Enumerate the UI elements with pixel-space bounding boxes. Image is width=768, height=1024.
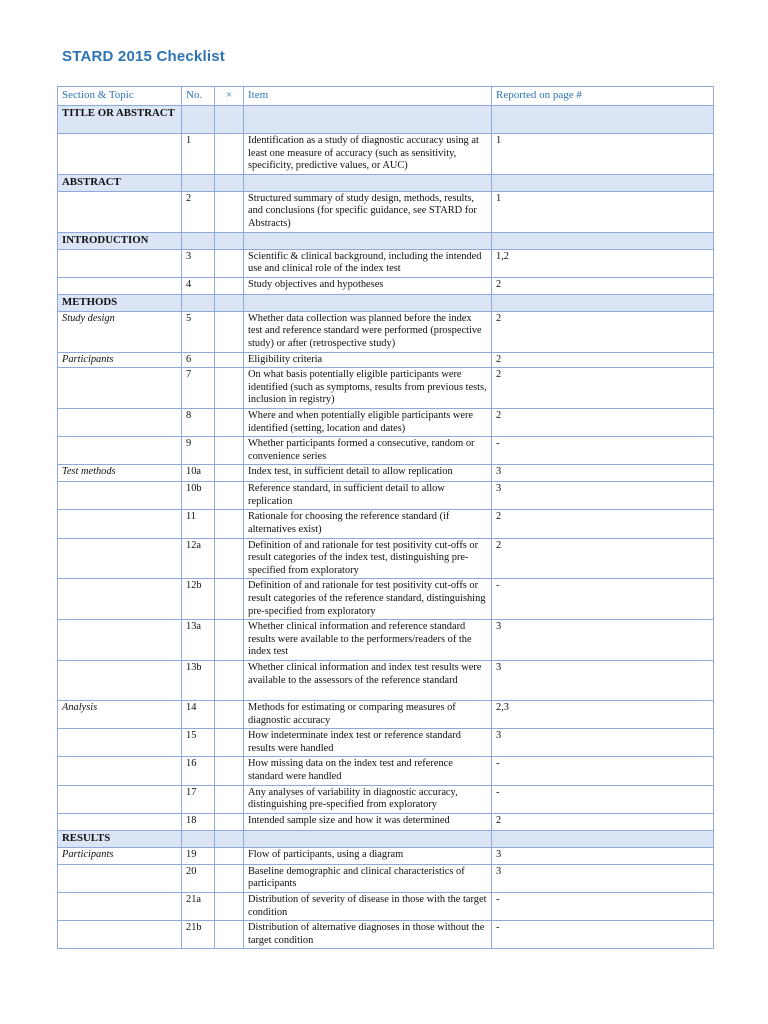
section-check-cell	[215, 106, 244, 134]
item-number: 15	[182, 729, 215, 757]
header-item: Item	[244, 87, 492, 106]
reported-page: 3	[492, 482, 714, 510]
table-row	[58, 408, 714, 436]
item-number: 21b	[182, 921, 215, 949]
table-row	[58, 191, 714, 232]
topic-cell	[58, 538, 182, 579]
topic-cell	[58, 368, 182, 409]
reported-page: 3	[492, 620, 714, 661]
topic-cell	[58, 813, 182, 830]
table-row	[58, 620, 714, 661]
reported-page: -	[492, 757, 714, 785]
table-row	[58, 864, 714, 892]
check-cell	[215, 277, 244, 294]
document-title: STARD 2015 Checklist	[62, 48, 225, 65]
section-number-cell	[182, 232, 215, 249]
table-header-row	[58, 87, 714, 106]
topic-cell	[58, 579, 182, 620]
table-row	[58, 785, 714, 813]
item-number: 6	[182, 352, 215, 368]
stard-checklist-table	[57, 86, 714, 949]
check-cell	[215, 785, 244, 813]
reported-page: 3	[492, 729, 714, 757]
reported-page: 2	[492, 510, 714, 538]
check-cell	[215, 757, 244, 785]
item-description: Scientific & clinical background, including the intended use and clinical role of the index test	[244, 249, 492, 277]
table-row	[58, 368, 714, 409]
item-description: Intended sample size and how it was determined	[244, 813, 492, 830]
item-description: On what basis potentially eligible participants were identified (such as symptoms, results from previous tests, inclusion in registry)	[244, 368, 492, 409]
reported-page: 2	[492, 352, 714, 368]
check-cell	[215, 437, 244, 465]
section-item-cell	[244, 106, 492, 134]
table-row	[58, 352, 714, 368]
check-cell	[215, 408, 244, 436]
section-check-cell	[215, 294, 244, 311]
section-row	[58, 106, 714, 134]
reported-page: 2,3	[492, 701, 714, 729]
topic-cell	[58, 921, 182, 949]
section-row	[58, 294, 714, 311]
item-number: 13b	[182, 661, 215, 701]
table-row	[58, 538, 714, 579]
reported-page: 3	[492, 847, 714, 864]
item-description: Index test, in sufficient detail to allow replication	[244, 465, 492, 482]
topic-cell	[58, 661, 182, 701]
check-cell	[215, 482, 244, 510]
section-item-cell	[244, 830, 492, 847]
check-cell	[215, 813, 244, 830]
topic-cell	[58, 864, 182, 892]
section-number-cell	[182, 174, 215, 191]
item-description: Whether clinical information and index test results were available to the assessors of the reference standard	[244, 661, 492, 701]
table-row	[58, 847, 714, 864]
check-cell	[215, 661, 244, 701]
reported-page: 2	[492, 311, 714, 352]
section-label: RESULTS	[58, 830, 182, 847]
item-description: Eligibility criteria	[244, 352, 492, 368]
topic-cell	[58, 408, 182, 436]
topic-cell	[58, 620, 182, 661]
table-row	[58, 701, 714, 729]
section-number-cell	[182, 830, 215, 847]
reported-page: -	[492, 437, 714, 465]
topic-cell: Participants	[58, 352, 182, 368]
topic-cell	[58, 757, 182, 785]
topic-cell	[58, 510, 182, 538]
item-description: Distribution of severity of disease in those with the target condition	[244, 892, 492, 920]
item-description: Whether clinical information and reference standard results were available to the performers/readers of the index test	[244, 620, 492, 661]
section-item-cell	[244, 294, 492, 311]
topic-cell	[58, 277, 182, 294]
reported-page: 3	[492, 864, 714, 892]
table-row	[58, 661, 714, 701]
topic-cell	[58, 191, 182, 232]
check-cell	[215, 249, 244, 277]
section-check-cell	[215, 174, 244, 191]
section-item-cell	[244, 174, 492, 191]
item-number: 12a	[182, 538, 215, 579]
item-description: Whether participants formed a consecutive, random or convenience series	[244, 437, 492, 465]
section-row	[58, 174, 714, 191]
check-cell	[215, 620, 244, 661]
section-page-cell	[492, 294, 714, 311]
item-description: Whether data collection was planned before the index test and reference standard were performed (prospective study) or after (retrospective study)	[244, 311, 492, 352]
item-number: 16	[182, 757, 215, 785]
section-label: METHODS	[58, 294, 182, 311]
reported-page: 2	[492, 408, 714, 436]
item-description: How missing data on the index test and reference standard were handled	[244, 757, 492, 785]
header-reported-page: Reported on page #	[492, 87, 714, 106]
table-row	[58, 249, 714, 277]
item-number: 4	[182, 277, 215, 294]
item-number: 10b	[182, 482, 215, 510]
table-row	[58, 813, 714, 830]
section-label: ABSTRACT	[58, 174, 182, 191]
reported-page: 1	[492, 134, 714, 175]
check-cell	[215, 510, 244, 538]
item-description: Methods for estimating or comparing measures of diagnostic accuracy	[244, 701, 492, 729]
section-page-cell	[492, 174, 714, 191]
section-label: TITLE OR ABSTRACT	[58, 106, 182, 134]
section-page-cell	[492, 232, 714, 249]
item-number: 13a	[182, 620, 215, 661]
section-check-cell	[215, 830, 244, 847]
check-cell	[215, 892, 244, 920]
item-description: Flow of participants, using a diagram	[244, 847, 492, 864]
item-number: 3	[182, 249, 215, 277]
item-number: 12b	[182, 579, 215, 620]
table-row	[58, 921, 714, 949]
item-number: 9	[182, 437, 215, 465]
table-row	[58, 510, 714, 538]
reported-page: 1	[492, 191, 714, 232]
item-number: 20	[182, 864, 215, 892]
item-number: 1	[182, 134, 215, 175]
check-cell	[215, 134, 244, 175]
reported-page: -	[492, 579, 714, 620]
item-number: 21a	[182, 892, 215, 920]
topic-cell: Test methods	[58, 465, 182, 482]
reported-page: -	[492, 921, 714, 949]
item-description: Definition of and rationale for test positivity cut-offs or result categories of the index test, distinguishing pre-specified from exploratory	[244, 538, 492, 579]
table-row	[58, 134, 714, 175]
check-cell	[215, 864, 244, 892]
check-cell	[215, 368, 244, 409]
check-cell	[215, 465, 244, 482]
item-number: 8	[182, 408, 215, 436]
reported-page: 2	[492, 277, 714, 294]
item-description: Identification as a study of diagnostic accuracy using at least one measure of accuracy (such as sensitivity, specificity, predictive values, or AUC)	[244, 134, 492, 175]
reported-page: -	[492, 892, 714, 920]
item-description: Reference standard, in sufficient detail to allow replication	[244, 482, 492, 510]
section-row	[58, 232, 714, 249]
reported-page: 1,2	[492, 249, 714, 277]
item-description: Rationale for choosing the reference standard (if alternatives exist)	[244, 510, 492, 538]
item-description: Baseline demographic and clinical characteristics of participants	[244, 864, 492, 892]
check-cell	[215, 191, 244, 232]
item-number: 2	[182, 191, 215, 232]
header-number: No.	[182, 87, 215, 106]
check-cell	[215, 579, 244, 620]
section-number-cell	[182, 294, 215, 311]
table-row	[58, 579, 714, 620]
topic-cell	[58, 785, 182, 813]
item-description: Structured summary of study design, methods, results, and conclusions (for specific guidance, see STARD for Abstracts)	[244, 191, 492, 232]
check-cell	[215, 921, 244, 949]
item-number: 17	[182, 785, 215, 813]
item-description: Distribution of alternative diagnoses in those without the target condition	[244, 921, 492, 949]
check-cell	[215, 352, 244, 368]
header-check: ×	[215, 87, 244, 106]
section-number-cell	[182, 106, 215, 134]
table-row	[58, 465, 714, 482]
reported-page: 2	[492, 538, 714, 579]
item-description: How indeterminate index test or reference standard results were handled	[244, 729, 492, 757]
topic-cell	[58, 134, 182, 175]
reported-page: 2	[492, 368, 714, 409]
table-row	[58, 311, 714, 352]
topic-cell	[58, 437, 182, 465]
check-cell	[215, 729, 244, 757]
table-row	[58, 482, 714, 510]
reported-page: 3	[492, 661, 714, 701]
table-row	[58, 437, 714, 465]
topic-cell	[58, 892, 182, 920]
section-row	[58, 830, 714, 847]
topic-cell: Analysis	[58, 701, 182, 729]
check-cell	[215, 538, 244, 579]
reported-page: 2	[492, 813, 714, 830]
item-number: 14	[182, 701, 215, 729]
topic-cell	[58, 482, 182, 510]
section-page-cell	[492, 106, 714, 134]
item-number: 5	[182, 311, 215, 352]
reported-page: -	[492, 785, 714, 813]
check-cell	[215, 701, 244, 729]
item-description: Where and when potentially eligible participants were identified (setting, location and dates)	[244, 408, 492, 436]
topic-cell	[58, 729, 182, 757]
item-description: Study objectives and hypotheses	[244, 277, 492, 294]
topic-cell: Participants	[58, 847, 182, 864]
topic-cell	[58, 249, 182, 277]
section-check-cell	[215, 232, 244, 249]
item-number: 10a	[182, 465, 215, 482]
checklist-body	[58, 106, 714, 949]
section-label: INTRODUCTION	[58, 232, 182, 249]
item-number: 11	[182, 510, 215, 538]
item-number: 19	[182, 847, 215, 864]
item-number: 7	[182, 368, 215, 409]
reported-page: 3	[492, 465, 714, 482]
item-description: Definition of and rationale for test positivity cut-offs or result categories of the reference standard, distinguishing pre-specified from exploratory	[244, 579, 492, 620]
item-description: Any analyses of variability in diagnostic accuracy, distinguishing pre-specified from exploratory	[244, 785, 492, 813]
table-row	[58, 892, 714, 920]
check-cell	[215, 311, 244, 352]
table-row	[58, 277, 714, 294]
section-page-cell	[492, 830, 714, 847]
item-number: 18	[182, 813, 215, 830]
topic-cell: Study design	[58, 311, 182, 352]
header-section-topic: Section & Topic	[58, 87, 182, 106]
section-item-cell	[244, 232, 492, 249]
table-row	[58, 729, 714, 757]
table-row	[58, 757, 714, 785]
check-cell	[215, 847, 244, 864]
